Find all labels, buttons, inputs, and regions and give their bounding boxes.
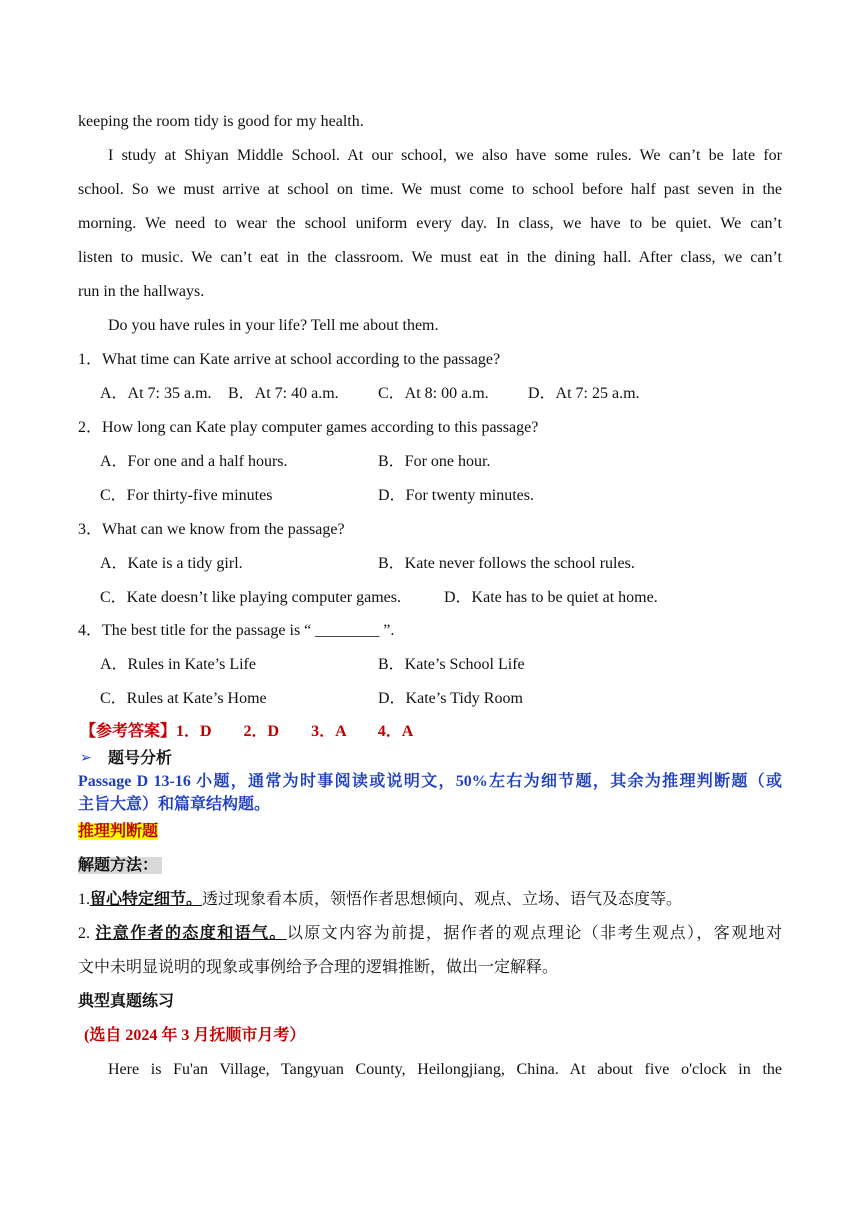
section-heading: 题号分析: [108, 750, 173, 767]
option-c: C．Rules at Kate’s Home: [100, 690, 267, 707]
method-row: [78, 856, 162, 876]
option-b: B．At 7: 40 a.m.: [228, 385, 339, 402]
analysis-description: 主旨大意）和篇章结构题。: [78, 796, 271, 813]
option-b: B．Kate’s School Life: [378, 656, 525, 673]
option-b: B．Kate never follows the school rules.: [378, 555, 635, 572]
option-a: A．Rules in Kate’s Life: [100, 656, 256, 673]
passage-line: Here is Fu'an Village, Tangyuan County, Heilongjiang, China. At about five o'clock in the: [108, 1061, 782, 1078]
passage-line: I study at Shiyan Middle School. At our school, we also have some rules. We can’t be late for: [108, 147, 782, 164]
question-stem: 2．How long can Kate play computer games according to this passage?: [78, 419, 539, 436]
passage-line: Do you have rules in your life? Tell me about them.: [108, 317, 439, 334]
passage-line: morning. We need to wear the school uniform every day. In class, we have to be quiet. We can’t: [78, 215, 782, 232]
passage-line: school. So we must arrive at school on time. We must come to school before half past seven in the: [78, 181, 782, 198]
question-type-label: 推理判断题: [78, 823, 159, 840]
method-text: 透过现象看本质，领悟作者思想倾向、观点、立场、语气及态度等。: [202, 891, 683, 908]
option-d: D．For twenty minutes.: [378, 487, 534, 504]
option-c: C．At 8: 00 a.m.: [378, 385, 489, 402]
option-a: A．For one and a half hours.: [100, 453, 288, 470]
method-number: 2.: [78, 925, 96, 942]
source-note: (选自 2024 年 3 月抚顺市月考）: [84, 1027, 306, 1044]
passage-line: run in the hallways.: [78, 283, 205, 300]
bullet-arrow-icon: ➢: [80, 751, 92, 766]
method-keypoint: 注意作者的态度和语气。: [95, 925, 287, 942]
method-number: 1.: [78, 891, 90, 908]
passage-line: listen to music. We can’t eat in the classroom. We must eat in the dining hall. After class, we can’t: [78, 249, 782, 266]
question-type-row: [78, 822, 158, 842]
option-c: C．Kate doesn’t like playing computer games.: [100, 589, 401, 606]
method-keypoint: 留心特定细节。: [90, 891, 203, 908]
method-text: 文中未明显说明的现象或事例给予合理的逻辑推断，做出一定解释。: [78, 959, 559, 976]
option-a: A．At 7: 35 a.m.: [100, 385, 212, 402]
question-stem: 1．What time can Kate arrive at school according to the passage?: [78, 351, 501, 368]
option-d: D．At 7: 25 a.m.: [528, 385, 640, 402]
question-stem: 3．What can we know from the passage?: [78, 521, 345, 538]
option-b: B．For one hour.: [378, 453, 491, 470]
method-text: 以原文内容为前提，据作者的观点理论（非考生观点），客观地对: [286, 925, 782, 942]
question-stem: 4．The best title for the passage is “ ________ ”.: [78, 622, 395, 639]
option-a: A．Kate is a tidy girl.: [100, 555, 243, 572]
analysis-description: Passage D 13-16 小题，通常为时事阅读或说明文，50%左右为细节题，其余为推理判断题（或: [78, 773, 782, 790]
practice-title: 典型真题练习: [78, 993, 175, 1010]
answer-key: 【参考答案】1．D 2．D 3．A 4．A: [80, 723, 414, 740]
option-d: D．Kate has to be quiet at home.: [444, 589, 658, 606]
option-d: D．Kate’s Tidy Room: [378, 690, 523, 707]
option-c: C．For thirty-five minutes: [100, 487, 273, 504]
method-label: 解题方法：: [78, 857, 162, 874]
method-item-2: [78, 924, 782, 944]
passage-line: keeping the room tidy is good for my health.: [78, 113, 364, 130]
method-item-1: [78, 890, 782, 910]
